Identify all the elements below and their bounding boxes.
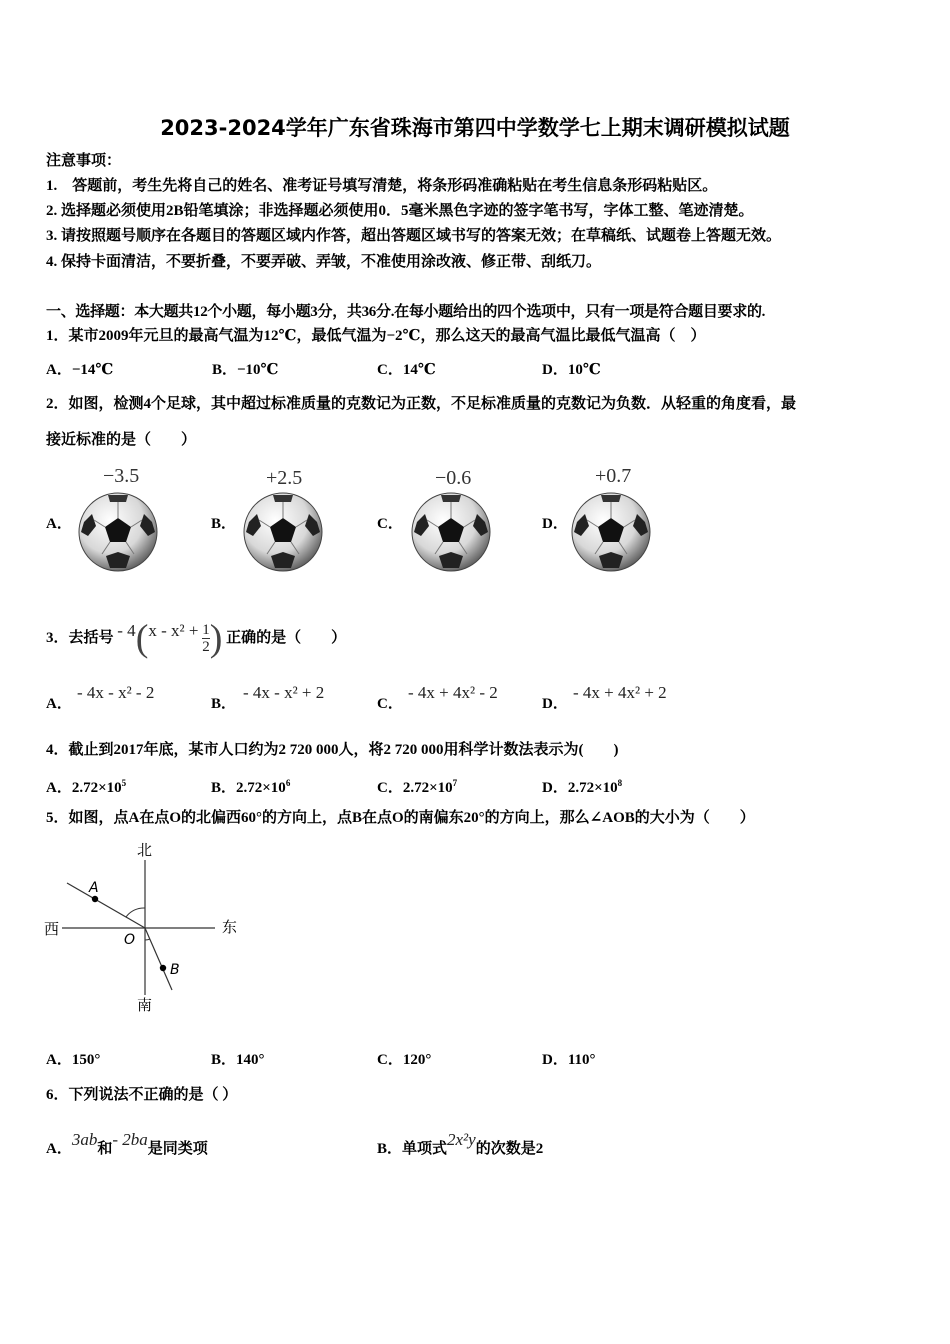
note-item: 4. 保持卡面清洁，不要折叠，不要弄破、弄皱，不准使用涂改液、修正带、刮纸刀。 (46, 254, 602, 270)
question-2-stem-cont: 接近标准的是（ ） (46, 432, 197, 448)
ball-label-b: +2.5 (266, 467, 303, 489)
math-expression: 3ab (71, 1130, 98, 1149)
q3-option-a-letter: A． (46, 696, 72, 712)
q6-option-a (46, 1130, 208, 1159)
ball-label-d: +0.7 (595, 465, 632, 487)
q2-option-c: C． (377, 516, 403, 532)
fraction-denominator: 2 (202, 639, 210, 656)
soccer-ball-image (411, 492, 491, 572)
question-1-stem: 1．某市2009年元旦的最高气温为12℃，最低气温为−2℃，那么这天的最高气温比最低气温高（ ） (46, 328, 706, 344)
ball-label-c: −0.6 (435, 467, 472, 489)
option-text: 和 (97, 1141, 113, 1157)
option-text: 的次数是2 (475, 1141, 544, 1157)
label-o: O (124, 932, 136, 948)
q3-option-d: - 4x + 4x² + 2 (573, 683, 667, 702)
option-text: 是同类项 (147, 1141, 208, 1157)
q5-option-b: B．140° (211, 1052, 265, 1068)
label-b: B (170, 962, 180, 978)
q3-inner: x - x² + (148, 621, 199, 640)
q4-option-b (211, 773, 290, 798)
paren-right: ) (209, 617, 223, 660)
notes-heading: 注意事项： (46, 153, 122, 169)
exponent: 7 (452, 778, 458, 788)
q3-option-c-letter: C． (377, 696, 403, 712)
direction-diagram (0, 830, 260, 1020)
question-5-stem: 5．如图，点A在点O的北偏西60°的方向上，点B在点O的南偏东20°的方向上，那么∠AOB的大小为（ ） (46, 810, 755, 826)
question-3-stem (46, 603, 346, 667)
q3-suffix: 正确的是（ ） (226, 630, 347, 646)
math-expression: 2x²y (447, 1130, 476, 1149)
option-text: B．2.72×10 (211, 780, 286, 796)
option-text: B．单项式 (377, 1141, 448, 1157)
q3-option-d-letter: D． (542, 696, 568, 712)
q6-option-b (377, 1130, 543, 1159)
q3-option-b: - 4x - x² + 2 (243, 683, 325, 702)
q1-option-b: B．−10℃ (212, 362, 279, 378)
q2-option-b: B． (211, 516, 237, 532)
q3-fraction (202, 622, 210, 655)
label-north: 北 (137, 841, 153, 859)
soccer-ball-image (78, 492, 158, 572)
ball-label-a: −3.5 (103, 465, 140, 487)
option-text: C．2.72×10 (377, 780, 453, 796)
label-west: 西 (44, 920, 60, 938)
q3-prefix: 3．去括号 (46, 630, 114, 646)
question-2-stem: 2．如图，检测4个足球，其中超过标准质量的克数记为正数，不足标准质量的克数记为负数．从轻重的角度看，最 (46, 396, 797, 412)
label-south: 南 (137, 996, 153, 1014)
q3-option-c: - 4x + 4x² - 2 (408, 683, 498, 702)
question-4-stem: 4．截止到2017年底，某市人口约为2 720 000人，将2 720 000用科学计数法表示为( ) (46, 742, 619, 758)
q1-option-a: A．−14℃ (46, 362, 114, 378)
exponent: 8 (617, 778, 623, 788)
q2-option-d: D． (542, 516, 568, 532)
exponent: 6 (285, 778, 291, 788)
q4-option-d (542, 773, 622, 798)
q2-option-a: A． (46, 516, 72, 532)
q1-option-d: D．10℃ (542, 362, 601, 378)
q4-option-a (46, 773, 126, 798)
fraction-numerator: 1 (202, 622, 210, 639)
q3-coef: - 4 (117, 621, 136, 640)
note-item: 1. 答题前，考生先将自己的姓名、准考证号填写清楚，将条形码准确粘贴在考生信息条形码粘贴区。 (46, 178, 718, 194)
math-expression: - 2ba (112, 1130, 148, 1149)
q5-option-c: C．120° (377, 1052, 432, 1068)
note-item: 3. 请按照题号顺序在各题目的答题区域内作答，超出答题区域书写的答案无效；在草稿纸、试题卷上答题无效。 (46, 228, 782, 244)
label-east: 东 (222, 918, 238, 936)
q5-option-d: D．110° (542, 1052, 596, 1068)
q3-option-a: - 4x - x² - 2 (77, 683, 155, 702)
option-letter: A． (46, 1141, 72, 1157)
soccer-ball-image (243, 492, 323, 572)
note-item: 2. 选择题必须使用2B铅笔填涂；非选择题必须使用0．5毫米黑色字迹的签字笔书写，字体工整、笔迹清楚。 (46, 203, 754, 219)
q1-option-c: C．14℃ (377, 362, 436, 378)
q3-option-b-letter: B． (211, 696, 237, 712)
q5-option-a: A．150° (46, 1052, 101, 1068)
soccer-ball-image (571, 492, 651, 572)
paren-left: ( (135, 617, 149, 660)
exponent: 5 (121, 778, 127, 788)
label-a: A (89, 880, 99, 896)
question-6-stem: 6．下列说法不正确的是（ ） (46, 1087, 238, 1103)
q4-option-c (377, 773, 457, 798)
option-text: A．2.72×10 (46, 780, 122, 796)
section-heading: 一、选择题：本大题共12个小题，每小题3分，共36分.在每小题给出的四个选项中，只有一项是符合题目要求的. (46, 304, 766, 320)
option-text: D．2.72×10 (542, 780, 618, 796)
page-title: 2023-2024学年广东省珠海市第四中学数学七上期末调研模拟试题 (160, 116, 790, 140)
